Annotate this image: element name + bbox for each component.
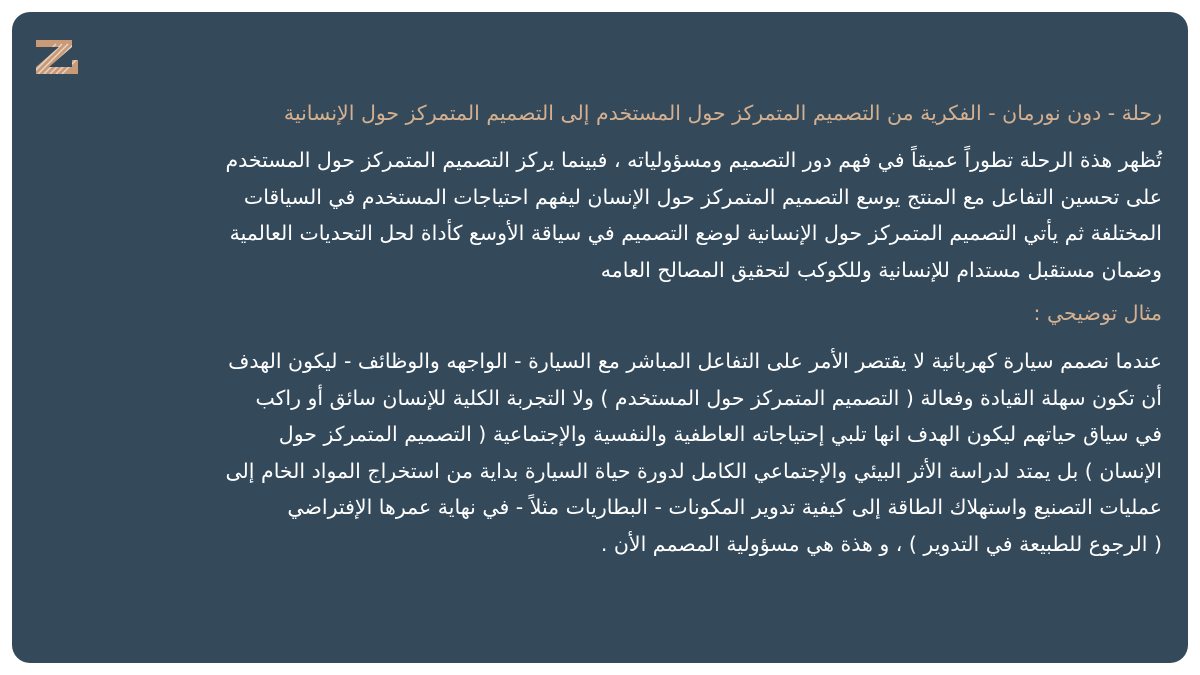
text-line: الإنسان ) بل يمتد لدراسة الأثر البيئي والإجتماعي الكامل لدورة حياة السيارة بداية من استخراج المواد الخام إلى [225,458,1162,483]
content-area [32,96,1162,562]
text-line: عندما نصمم سيارة كهربائية لا يقتصر الأمر على التفاعل المباشر مع السيارة - الواجهه والوظائف - ليكون الهدف [228,349,1162,373]
text-line: المختلفة ثم يأتي التصميم المتمركز حول الإنسانية لوضع التصميم في سياقة الأوسع كأداة لحل التحديات العالمية [229,221,1162,245]
text-line: تُظهر هذة الرحلة تطوراً عميقاً في فهم دور التصميم ومسؤولياته ، فبينما يركز التصميم المتمركز حول المستخدم [225,148,1162,172]
example-paragraph [32,343,1162,562]
text-line: أن تكون سهلة القيادة وفعالة ( التصميم المتمركز حول المستخدم ) ولا التجربة الكلية للإنسان سائق أو راكب [255,385,1162,410]
text-line: على تحسين التفاعل مع المنتج يوسع التصميم المتمركز حول الإنسان ليفهم احتياجات المستخدم في السياقات [243,184,1162,209]
intro-paragraph [32,142,1162,288]
text-line: في سياق حياتهم ليكون الهدف انها تلبي إحتياجاته العاطفية والنفسية والإجتماعية ( التصميم المتمركز حول [278,422,1162,446]
slide-card [12,12,1188,663]
text-line: ( الرجوع للطبيعة في التدوير ) ، و هذة هي مسؤولية المصمم الأن . [600,531,1162,556]
text-line: عمليات التصنيع واستهلاك الطاقة إلى كيفية تدوير المكونات - البطاريات مثلاً - في نهاية عمرها الإفتراضي [287,495,1162,519]
z-stripes-logo-icon [36,40,78,74]
page-title: رحلة - دون نورمان - الفكرية من التصميم المتمركز حول المستخدم إلى التصميم المتمركز حول الإنسانية [283,101,1162,125]
text-line: وضمان مستقبل مستدام للإنسانية وللكوكب لتحقيق المصالح العامه [600,257,1162,282]
example-heading: مثال توضيحي : [1033,301,1162,325]
